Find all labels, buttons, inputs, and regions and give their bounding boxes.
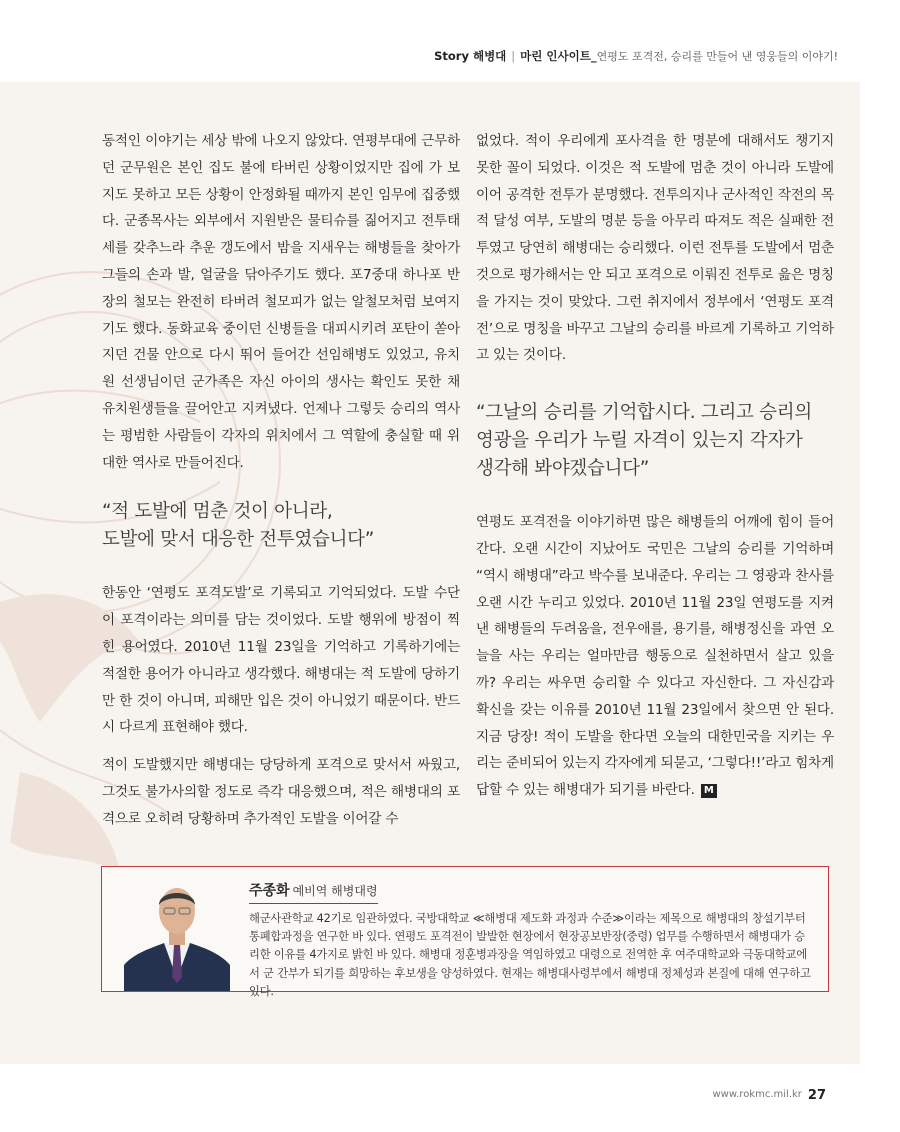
website-url: www.rokmc.mil.kr [712, 1089, 802, 1100]
author-bio: 해군사관학교 42기로 임관하였다. 국방대학교 ≪해병대 제도화 과정과 수준≫이라는 제목으로 해병대의 창설기부터 통폐합과정을 연구한 바 있다. 연평도 포격전이 발발한 현장에서 현장공보반장(중령) 업무를 수행하면서 해병대가 승리한 이유를 4가지로 밝힌 바 있다. 해병대 정훈병과장을 역임하였고 대령으로 전역한 후 여주대학교와 극동대학교에서 군 간부가 되기를 희망하는 후보생을 양성하였다. 현재는 해병대사령부에서 해병대 정체성과 본질에 대해 연구하고 있다. [249, 912, 811, 998]
left-column [102, 128, 460, 833]
pull-quote: “적 도발에 멈춘 것이 아니라, 도발에 맞서 대응한 전투였습니다” [102, 501, 375, 551]
body-paragraph: 한동안 ‘연평도 포격도발’로 기록되고 기억되었다. 도발 수단이 포격이라는 의미를 담는 것이었다. 도발 행위에 방점이 찍힌 용어였다. 2010년 11월 23일을 기억하고 기록하기에는 적절한 용어가 아니라고 생각했다. 해병대는 적 도발에 당하기만 한 것이 아니며, 피해만 입은 것이 아니었기 때문이다. 반드시 다르게 표현해야 했다. [102, 585, 460, 736]
series-subtitle: 연평도 포격전, 승리를 만들어 낸 영웅들의 이야기! [596, 50, 838, 63]
pull-quote: “그날의 승리를 기억합시다. 그리고 승리의 영광을 우리가 누릴 자격이 있는지 각자가 생각해 봐야겠습니다” [476, 402, 812, 480]
page-header [0, 0, 900, 82]
author-portrait [124, 879, 230, 991]
author-role: 예비역 해병대령 [292, 884, 378, 898]
author-name: 주종화 [249, 883, 290, 899]
author-profile-box [101, 866, 829, 998]
page-number: 27 [807, 1088, 826, 1103]
body-paragraph: 적이 도발했지만 해병대는 당당하게 포격으로 맞서서 싸웠고, 그것도 불가사의할 정도로 즉각 대응했으며, 적은 해병대의 포격으로 오히려 당황하며 추가적인 도발을 이어갈 수 [102, 757, 460, 827]
right-column [476, 128, 834, 804]
closing-paragraph-text: 연평도 포격전을 이야기하면 많은 해병들의 어깨에 힘이 들어간다. 오랜 시간이 지났어도 국민은 그날의 승리를 기억하며 “역시 해병대”라고 박수를 보내준다. 우리는 그 영광과 찬사를 오랜 시간 누리고 있었다. 2010년 11월 23일 연평도를 지켜낸 해병들의 두려움을, 전우애를, 용기를, 해병정신을 과연 오늘을 사는 우리는 얼마만큼 행동으로 실천하면서 살고 있을까? 우리는 싸우면 승리할 수 있다고 자신한다. 그 자신감과 확신을 갖는 이유를 2010년 11월 23일에서 찾으면 안 된다. 지금 당장! 적이 도발을 한다면 오늘의 대한민국을 지키는 우리는 준비되어 있는지 각자에게 되묻고, ‘그렇다!!’라고 힘차게 답할 수 있는 해병대가 되기를 바란다. [476, 514, 834, 799]
series-label: 마린 인사이트_ [520, 49, 597, 63]
header-separator: | [511, 49, 516, 63]
author-name-line [249, 880, 378, 904]
body-paragraph: 없었다. 적이 우리에게 포사격을 한 명분에 대해서도 챙기지 못한 꼴이 되었다. 이것은 적 도발에 멈춘 것이 아니라 도발에 이어 공격한 전투가 분명했다. 전투의지나 군사적인 작전의 목적 달성 여부, 도발의 명분 등을 아무리 따져도 적은 실패한 전투였고 당연히 해병대는 승리했다. 이런 전투를 도발에서 멈춘 것으로 평가해서는 안 되고 포격으로 이뤄진 전투로 읊은 명칭을 가지는 것이 맞았다. 그런 취지에서 정부에서 ‘연평도 포격전’으로 명칭을 바꾸고 그날의 승리를 바르게 기록하고 기억하고 있는 것이다. [476, 133, 834, 364]
page-footer [713, 1084, 827, 1103]
running-header [434, 48, 838, 64]
end-mark-icon: M [701, 784, 717, 798]
body-paragraph [476, 509, 834, 804]
body-paragraph: 동적인 이야기는 세상 밖에 나오지 않았다. 연평부대에 근무하던 군무원은 본인 집도 불에 타버린 상황이었지만 집에 가 보지도 못하고 모든 상황이 안정화될 때까지 본인 임무에 집중했다. 군종목사는 외부에서 지원받은 물티슈를 짊어지고 전투태세를 갖추느라 추운 갱도에서 밤을 지새우는 해병들을 찾아가 그들의 손과 발, 얼굴을 닦아주기도 했다. 포7중대 하나포 반장의 철모는 완전히 타버려 철모피가 없는 알철모처럼 보여지기도 했다. 동화교육 중이던 신병들을 대피시키려 포탄이 쏟아지던 건물 안으로 다시 뛰어 들어간 선임해병도 있었고, 유치원 선생님이던 군가족은 자신 아이의 생사는 확인도 못한 채 유치원생들을 끌어안고 지켜냈다. 언제나 그렇듯 승리의 역사는 평범한 사람들이 각자의 위치에서 그 역할에 충실할 때 위대한 역사로 만들어진다. [102, 133, 460, 471]
section-label: Story 해병대 [434, 49, 507, 63]
